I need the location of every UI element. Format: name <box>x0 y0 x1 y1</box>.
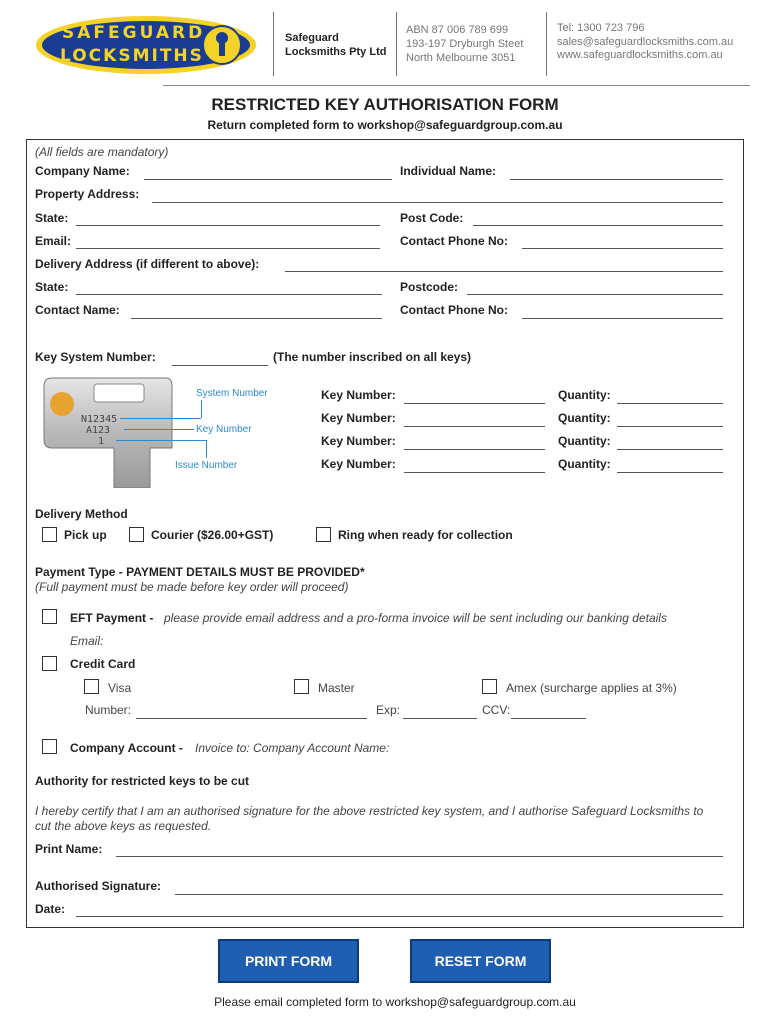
quantity-label-1: Quantity: <box>558 388 611 402</box>
key-number-input-2[interactable] <box>404 413 545 427</box>
telephone: Tel: 1300 723 796 <box>557 22 645 34</box>
address-line-2: North Melbourne 3051 <box>406 52 516 64</box>
contact-name-input[interactable] <box>131 305 382 319</box>
delivery-address-label: Delivery Address (if different to above): <box>35 257 260 271</box>
key-stamp-system: N12345 <box>81 414 118 425</box>
state-input[interactable] <box>76 212 380 226</box>
footer-note: Please email completed form to workshop@safeguardgroup.com.au <box>214 995 576 1009</box>
pickup-checkbox[interactable] <box>42 527 57 542</box>
eft-label: EFT Payment - <box>70 611 154 625</box>
individual-name-input[interactable] <box>510 166 723 180</box>
eft-email-label: Email: <box>70 634 104 648</box>
logo-text-bottom: LOCKSMITHS <box>60 46 204 66</box>
master-checkbox[interactable] <box>294 679 309 694</box>
key-number-label-2: Key Number: <box>321 411 396 425</box>
key-number-annotation: Key Number <box>196 424 252 435</box>
amex-label: Amex (surcharge applies at 3%) <box>506 681 677 695</box>
abn: ABN 87 006 789 699 <box>406 24 509 36</box>
authority-statement-line-2: cut the above keys as requested. <box>35 819 212 833</box>
key-number-input-3[interactable] <box>404 436 545 450</box>
form-subtitle: Return completed form to workshop@safeguardgroup.com.au <box>207 118 563 132</box>
company-name-label: Company Name: <box>35 164 130 178</box>
quantity-label-3: Quantity: <box>558 434 611 448</box>
visa-checkbox[interactable] <box>84 679 99 694</box>
key-number-leader <box>124 429 194 430</box>
eft-description: please provide email address and a pro-forma invoice will be sent including our banking details <box>164 611 667 625</box>
card-number-label: Number: <box>85 703 132 717</box>
system-number-leader-v <box>201 400 202 418</box>
header-rule <box>163 85 750 86</box>
issue-number-annotation: Issue Number <box>175 460 238 471</box>
contact-name-label: Contact Name: <box>35 303 120 317</box>
quantity-label-4: Quantity: <box>558 457 611 471</box>
authority-statement-line-1: I hereby certify that I am an authorised signature for the above restricted key system, and I authorise Safeguard Locksmiths to <box>35 804 704 818</box>
company-account-label: Company Account - <box>70 741 183 755</box>
date-input[interactable] <box>76 903 723 917</box>
system-number-annotation: System Number <box>196 388 268 399</box>
master-label: Master <box>318 681 355 695</box>
signature-input[interactable] <box>175 881 723 895</box>
courier-label: Courier ($26.00+GST) <box>151 528 274 542</box>
address-line-1: 193-197 Dryburgh Steet <box>406 38 524 50</box>
key-system-label: Key System Number: <box>35 350 156 364</box>
ccv-input[interactable] <box>511 705 586 719</box>
email-input[interactable] <box>76 235 380 249</box>
key-stamp-key: A123 <box>86 425 111 436</box>
company-name: Safeguard Locksmiths Pty Ltd <box>285 32 387 58</box>
key-number-input-1[interactable] <box>404 390 545 404</box>
amex-checkbox[interactable] <box>482 679 497 694</box>
post-code-input[interactable] <box>473 212 723 226</box>
delivery-contact-phone-label: Contact Phone No: <box>400 303 508 317</box>
property-address-input[interactable] <box>152 189 723 203</box>
print-form-button[interactable]: PRINT FORM <box>218 939 359 983</box>
delivery-postcode-label: Postcode: <box>400 280 459 294</box>
payment-heading: Payment Type - PAYMENT DETAILS MUST BE PROVIDED* <box>35 565 365 579</box>
mandatory-note: (All fields are mandatory) <box>35 145 169 159</box>
contact-phone-input[interactable] <box>522 235 723 249</box>
credit-card-label: Credit Card <box>70 657 136 671</box>
delivery-method-heading: Delivery Method <box>35 507 128 521</box>
visa-label: Visa <box>108 681 132 695</box>
key-number-label-3: Key Number: <box>321 434 396 448</box>
card-number-input[interactable] <box>136 705 367 719</box>
company-account-checkbox[interactable] <box>42 739 57 754</box>
form-title: RESTRICTED KEY AUTHORISATION FORM <box>211 95 559 114</box>
credit-card-checkbox[interactable] <box>42 656 57 671</box>
email-label: Email: <box>35 234 72 248</box>
courier-checkbox[interactable] <box>129 527 144 542</box>
pickup-label: Pick up <box>64 528 107 542</box>
header-divider-2 <box>396 12 397 76</box>
payment-note: (Full payment must be made before key order will proceed) <box>35 580 349 594</box>
quantity-input-4[interactable] <box>617 459 723 473</box>
issue-number-leader <box>116 440 206 441</box>
logo <box>34 14 258 76</box>
eft-checkbox[interactable] <box>42 609 57 624</box>
quantity-input-2[interactable] <box>617 413 723 427</box>
delivery-state-input[interactable] <box>76 281 382 295</box>
company-name-input[interactable] <box>144 166 392 180</box>
website: www.safeguardlocksmiths.com.au <box>557 49 723 61</box>
print-name-input[interactable] <box>116 843 723 857</box>
property-address-label: Property Address: <box>35 187 140 201</box>
key-number-label-4: Key Number: <box>321 457 396 471</box>
key-stamp-issue: 1 <box>98 436 105 447</box>
sales-email: sales@safeguardlocksmiths.com.au <box>557 36 734 48</box>
key-number-label-1: Key Number: <box>321 388 396 402</box>
state-label: State: <box>35 211 69 225</box>
quantity-input-1[interactable] <box>617 390 723 404</box>
ring-checkbox[interactable] <box>316 527 331 542</box>
company-account-description: Invoice to: Company Account Name: <box>195 741 390 755</box>
authority-heading: Authority for restricted keys to be cut <box>35 774 250 788</box>
quantity-label-2: Quantity: <box>558 411 611 425</box>
header-divider-1 <box>273 12 274 76</box>
expiry-input[interactable] <box>403 705 477 719</box>
print-name-label: Print Name: <box>35 842 103 856</box>
key-system-input[interactable] <box>172 352 268 366</box>
system-number-leader <box>120 418 201 419</box>
delivery-address-input[interactable] <box>285 258 723 272</box>
reset-form-button[interactable]: RESET FORM <box>410 939 551 983</box>
logo-text-top: SAFEGUARD <box>62 23 206 43</box>
ring-label: Ring when ready for collection <box>338 528 513 542</box>
expiry-label: Exp: <box>376 703 401 717</box>
post-code-label: Post Code: <box>400 211 464 225</box>
header-divider-3 <box>546 12 547 76</box>
individual-name-label: Individual Name: <box>400 164 497 178</box>
ccv-label: CCV: <box>482 703 511 717</box>
key-number-input-4[interactable] <box>404 459 545 473</box>
contact-phone-label: Contact Phone No: <box>400 234 508 248</box>
quantity-input-3[interactable] <box>617 436 723 450</box>
key-system-note: (The number inscribed on all keys) <box>273 350 472 364</box>
delivery-contact-phone-input[interactable] <box>522 305 723 319</box>
date-label: Date: <box>35 902 66 916</box>
signature-label: Authorised Signature: <box>35 879 162 893</box>
delivery-state-label: State: <box>35 280 69 294</box>
delivery-postcode-input[interactable] <box>467 281 723 295</box>
issue-number-leader-v <box>206 440 207 458</box>
